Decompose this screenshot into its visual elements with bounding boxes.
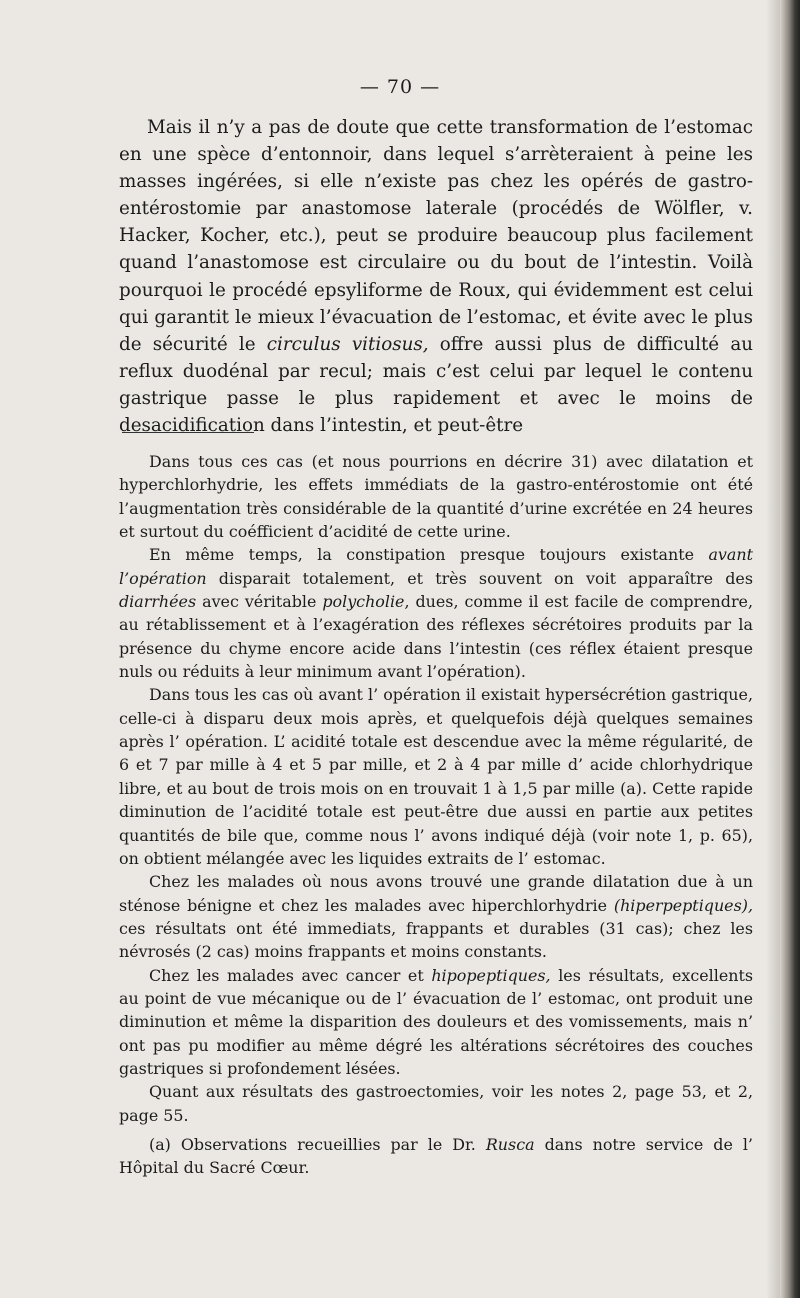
page-edge [780,0,800,1298]
main-text-span: offre aussi plus de difficulté au reflux duodénal par recul; mais c’est celui par lequel le contenu gastrique passe le plus rapidement et avec le moins de desacidification dans l’intestin, et peut-être [119,333,753,437]
note-paragraph [119,543,753,683]
italic-term: (hiperpeptiques), [613,895,753,915]
note-text-span: avec véritable [196,592,323,612]
note-paragraph: Dans tous les cas où avant l’ opération il existait hypersécrétion gastrique, celle-ci à disparu deux mois après, et quelquefois déjà quelques semaines après l’ opération. L’ acidité totale est descendue avec la même régularité, de 6 et 7 par mille à 4 et 5 par mille, et 2 à 4 par mille d’ acide chlorhydrique libre, et au bout de trois mois on en trouvait 1 à 1,5 par mille (a). Cette rapide diminution de l’acidité totale est peut-être due aussi en partie aux petites quantités de bile que, comme nous l’ avons indiqué déjà (voir note 1, p. 65), on obtient mélangée avec les liquides extraits de l’ estomac. [119,685,753,868]
notes-section [119,450,753,1180]
note-text-span: dans notre service de l’ Hôpital du Sacré Cœur. [119,1134,753,1178]
footnote-divider [122,432,254,433]
note-text-span: les résultats, excellents au point de vue mécanique ou de l’ évacuation de l’ estomac, ont produit une diminution et même la disparition des douleurs et des vomissements, mais n’ ont pas pu modifier au même dégré les altérations sécrétoires des couches gastriques si profondement lésées. [119,965,753,1078]
note-text-span: , dues, comme il est facile de comprendre, au rétablissement et à l’exagération des réflexes sécrétoires produits par la présence du chyme encore acide dans l’intestin (ces réflex étaient presque nuls ou réduits à leur minimum avant l’opération). [119,592,753,682]
footnote-a [119,1133,753,1180]
italic-term: polycholie [322,592,405,612]
italic-term: diarrhées [119,592,197,612]
italic-term: Rusca [485,1134,535,1154]
note-text-span: (a) Observations recueillies par le Dr. [149,1134,486,1154]
main-text [119,114,753,439]
note-paragraph: Quant aux résultats des gastroectomies, voir les notes 2, page 53, et 2, page 55. [119,1082,753,1125]
note-paragraph [119,870,753,963]
note-text-span: Chez les malades où nous avons trouvé une grande dilatation due à un sténose bénigne et chez les malades avec hiperchlorhydrie [119,872,753,915]
note-text-span: ces résultats ont été immediats, frappants et durables (31 cas); chez les névrosés (2 cas) moins frappants et moins constants. [119,918,753,962]
page-number: — 70 — [359,76,441,98]
note-text-span: Chez les malades avec cancer et [149,965,432,985]
note-text-span: En même temps, la constipation presque toujours existante [149,545,709,565]
main-text-span: Mais il n’y a pas de doute que cette transformation de l’estomac en une spèce d’entonnoir, dans lequel s’arrèteraient à peine les masses ingérées, si elle n’existe pas chez les opérés de gastro-entérostomie par anastomose laterale (procédés de Wölfler, v. Hacker, Kocher, etc.), peut se produire beaucoup plus facilement quand l’anastomose est circulaire ou du bout de l’intestin. Voilà pourquoi le procédé epsyliforme de Roux, qui évidemment est celui qui garantit le mieux l’évacuation de l’estomac, et évite avec le plus de sécurité le [119,117,753,355]
italic-term: hipopeptiques, [431,965,551,985]
note-text-span: disparait totalement, et très souvent on voit apparaître des [206,568,753,588]
note-paragraph: Dans tous ces cas (et nous pourrions en décrire 31) avec dilatation et hyperchlorhydrie, les effets immédiats de la gastro-entérostomie ont été l’augmentation très considérable de la quantité d’urine excrétée en 24 heures et surtout du coéfficient d’acidité de cette urine. [119,452,753,542]
italic-term: avant l’opération [119,545,753,588]
italic-term: circulus vitiosus, [266,333,429,355]
page-shadow [766,0,780,1298]
note-paragraph [119,964,753,1081]
main-paragraph [119,114,753,439]
